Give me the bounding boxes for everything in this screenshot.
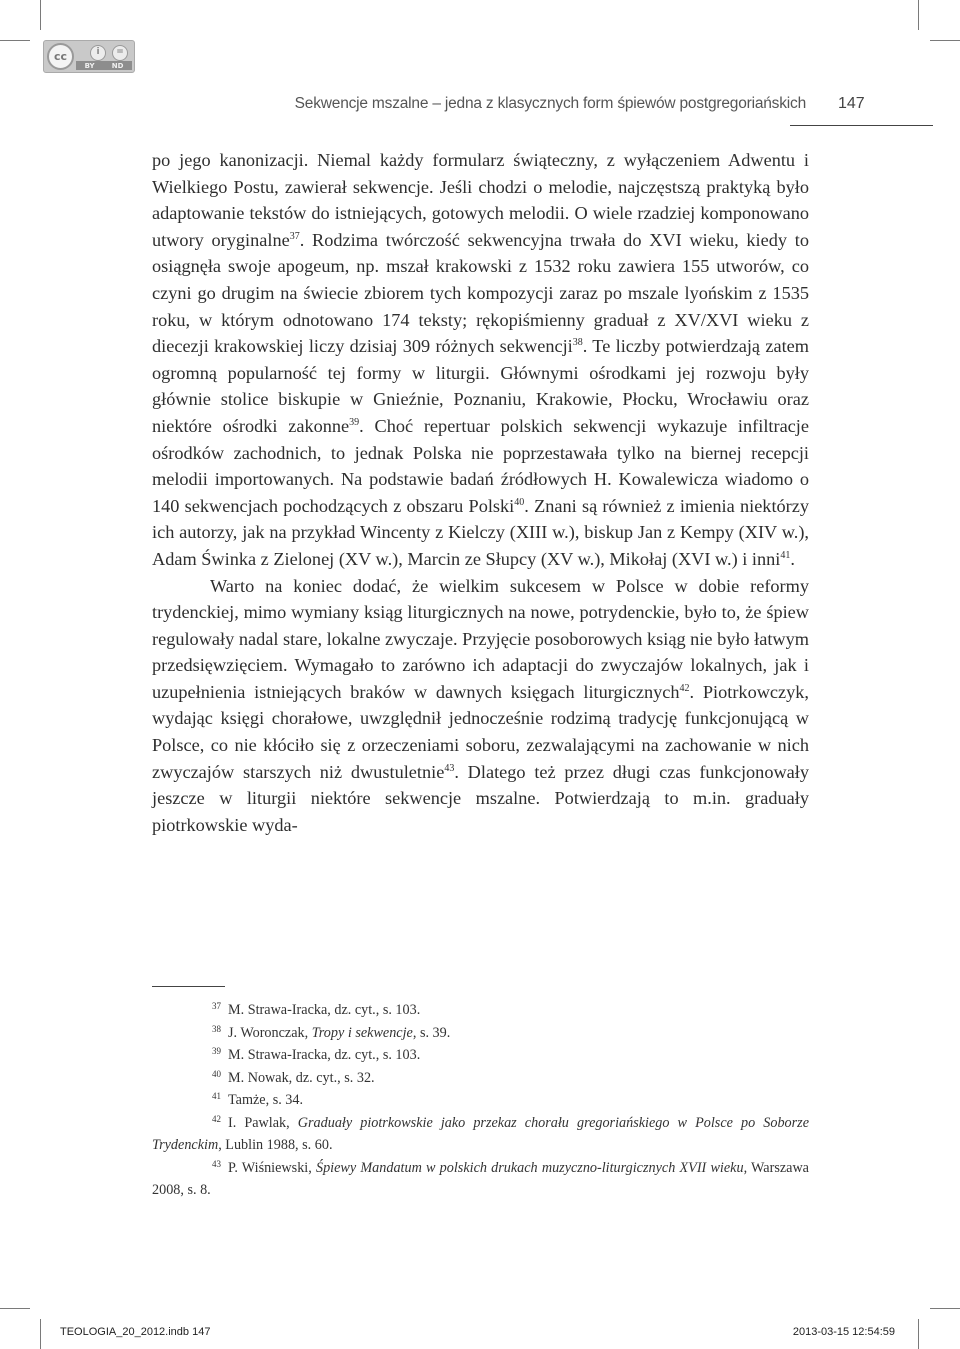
crop-mark-top-left-vertical (40, 0, 41, 30)
footnote-ref-37[interactable]: 37 (289, 230, 300, 242)
slug-filename: TEOLOGIA_20_2012.indb 147 (60, 1326, 211, 1338)
slug-timestamp: 2013-03-15 12:54:59 (792, 1326, 895, 1338)
footnote-ref-39[interactable]: 39 (349, 416, 360, 428)
attribution-icon: i (90, 45, 106, 61)
page-number: 147 (838, 95, 865, 112)
footnote-text: M. Strawa-Iracka, dz. cyt., s. 103. (228, 1002, 421, 1018)
text-run: . Choć repertuar polskich sekwencji wykazuje infiltracje ośrodków zachodnich, to jednak Polska nie poprzestawała tylko na biernej recepcji melodii importowanych. Na podstawie badań źródłowych H. Kowalewicza wiadomo o 140 sekwencjach pochodzących z obszaru Polski (152, 415, 809, 516)
footnote-38 (152, 1022, 809, 1045)
crop-mark-top-left-horizontal (0, 40, 30, 41)
footnote-author: I. Pawlak, (228, 1114, 298, 1131)
footnote-number: 41 (212, 1091, 221, 1101)
footnote-number: 42 (212, 1113, 221, 1124)
crop-mark-top-right-vertical (918, 0, 919, 30)
cc-license-badge (43, 40, 135, 73)
crop-mark-bottom-left-vertical (40, 1319, 41, 1349)
running-title: Sekwencje mszalne – jedna z klasycznych form śpiewów postgregoriańskich (294, 95, 806, 112)
footnote-separator (152, 986, 225, 987)
crop-mark-bottom-right-horizontal (930, 1308, 960, 1309)
text-run: . (790, 548, 795, 569)
footnote-text: M. Strawa-Iracka, dz. cyt., s. 103. (228, 1047, 421, 1063)
crop-mark-bottom-left-horizontal (0, 1308, 30, 1309)
text-run: . Te liczby potwierdzają zatem ogromną popularność tej formy w liturgii. Głównymi ośrodkami jej rozwoju były głównie stolice biskupie w Gnieźnie, Poznaniu, Krakowie, Płocku, Wrocławiu oraz niektóre ośrodki zakonne (152, 336, 809, 436)
no-derivatives-icon: = (112, 45, 128, 61)
footnote-number: 40 (212, 1068, 221, 1079)
footnote-41 (152, 1089, 809, 1112)
footnote-ref-40[interactable]: 40 (514, 496, 525, 508)
footnote-ref-42[interactable]: 42 (679, 682, 690, 694)
text-run: . Rodzima twórczość sekwencyjna trwała do XVI wieku, kiedy to osiągnęła swoje apogeum, np. mszał krakowski z 1532 roku zawiera 155 utworów, co czyni go drugim na świecie zbiorem tych kompozycji zaraz po mszale lyońskim z 1535 roku, w którym odnotowano 174 teksty; rękopiśmienny graduał z XV/XVI wieku z diecezji krakowskiej liczy dzisiaj 309 różnych sekwencji (152, 229, 809, 357)
footnote-ref-43[interactable]: 43 (444, 762, 455, 774)
body-text (152, 147, 809, 838)
text-run: . Znani są również z imienia niektórzy ich autorzy, jak na przykład Wincenty z Kielczy (XIII w.), biskup Jan z Kempy (XIV w.), Adam Świnka z Zielonej (XV w.), Marcin ze Słupcy (XV w.), Mikołaj (XVI w.) i inni (152, 495, 810, 569)
license-strip (76, 61, 132, 70)
footnote-text: Tamże, s. 34. (228, 1092, 304, 1108)
footnote-ref-38[interactable]: 38 (572, 337, 583, 349)
license-nd-label: ND (111, 61, 124, 70)
footnote-details: , Warszawa 2008, s. 8. (152, 1159, 809, 1198)
footnote-37 (152, 999, 809, 1022)
paragraph-2 (152, 573, 809, 839)
footnote-title: Śpiewy Mandatum w polskich drukach muzyczno-liturgicznych XVII wieku (315, 1159, 744, 1176)
footnote-author: P. Wiśniewski, (228, 1159, 316, 1176)
footnote-40 (152, 1067, 809, 1090)
footnote-43 (152, 1157, 809, 1202)
footnote-details: , s. 39. (412, 1024, 451, 1041)
header-rule (790, 125, 933, 126)
footnote-author: J. Woronczak, (228, 1024, 312, 1041)
footnote-ref-41[interactable]: 41 (780, 549, 791, 561)
text-run: . Dlatego też przez długi czas funkcjonowały jeszcze w liturgii niektóre sekwencje mszalne. Potwierdzają to m.in. graduały piotrkowskie wyda- (152, 761, 809, 835)
footnote-39 (152, 1044, 809, 1067)
license-by-label: BY (84, 61, 95, 70)
crop-mark-bottom-right-vertical (918, 1319, 919, 1349)
cc-logo-icon: cc (47, 43, 74, 70)
text-run: Warto na koniec dodać, że wielkim sukcesem w Polsce w dobie reformy trydenckiej, mimo wymiany ksiąg liturgicznych na nowe, potrydenckie, było to, że śpiew regulowały nadal stare, lokalne zwyczaje. Przyjęcie posoborowych ksiąg nie było łatwym przedsięwzięciem. Wymagało to zarówno ich adaptacji do zwyczajów lokalnych, jak i uzupełnienia istniejących braków w dawnych księgach liturgicznych (152, 575, 809, 702)
footnote-text: M. Nowak, dz. cyt., s. 32. (228, 1069, 375, 1086)
footnote-number: 38 (212, 1023, 221, 1034)
crop-mark-top-right-horizontal (930, 40, 960, 41)
footnote-title: Graduały piotrkowskie jako przekaz chorału gregoriańskiego w Polsce po Soborze Trydenckim (152, 1114, 809, 1153)
footnote-number: 43 (212, 1158, 221, 1169)
text-run: po jego kanonizacji. Niemal każdy formularz świąteczny, z wyłączeniem Adwentu i Wielkiego Postu, zawierał sekwencje. Jeśli chodzi o melodie, najczęstszą praktyką było adaptowanie tekstów do istniejących, gotowych melodii. O wiele rzadziej komponowano utwory oryginalne (152, 150, 809, 250)
footnote-number: 37 (212, 1001, 221, 1011)
text-run: . Piotrkowczyk, wydając księgi chorałowe, uwzględnił jednocześnie rodzimą tradycję funkcjonującą w Polsce, co nie kłóciło się z orzeczeniami soboru, zezwalającymi na zachowanie w nich zwyczajów starszych niż dwustuletnie (152, 681, 809, 782)
footnotes (152, 999, 809, 1202)
footnote-details: , Lublin 1988, s. 60. (218, 1137, 333, 1153)
footnote-42 (152, 1112, 809, 1157)
paragraph-1 (152, 147, 809, 573)
footnote-title: Tropy i sekwencje (311, 1024, 413, 1041)
footnote-number: 39 (212, 1046, 221, 1056)
